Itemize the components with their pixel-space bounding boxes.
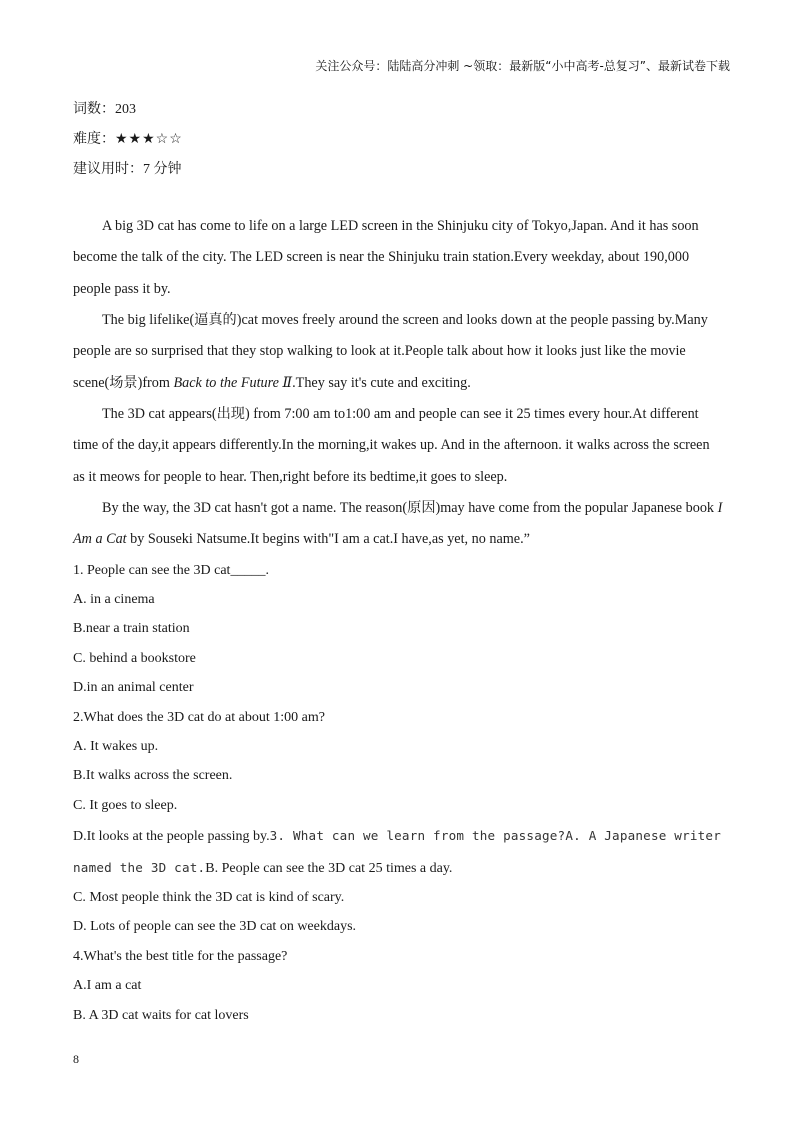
question-2-option-c: C. It goes to sleep. — [73, 798, 178, 813]
question-2: 2.What does the 3D cat do at about 1:00 am? — [73, 710, 325, 725]
question-4: 4.What's the best title for the passage? — [73, 949, 288, 964]
word-count: 词数：203 — [73, 102, 136, 117]
question-3-option-b: B. People can see the 3D cat 25 times a day. — [205, 861, 453, 876]
difficulty-stars-icon: ★★★☆☆ — [115, 132, 183, 147]
question-1-option-c: C. behind a bookstore — [73, 651, 196, 666]
passage-paragraph-3: The 3D cat appears(出现) from 7:00 am to1:00 am and people can see it 25 times every hour.At different time of the day,it appears differently.In the morning,it wakes up. And in the afternoon. it walks across the screen as it meows for people to hear. Then,right before its bedtime,it goes to sleep. — [73, 406, 710, 485]
passage-paragraph-2 — [73, 305, 723, 399]
page-number: 8 — [73, 1052, 79, 1066]
question-1-option-d: D.in an animal center — [73, 680, 194, 695]
question-2-option-d-and-question-3 — [73, 828, 721, 845]
difficulty — [73, 128, 183, 148]
passage-paragraph-1: A big 3D cat has come to life on a large LED screen in the Shinjuku city of Tokyo,Japan. And it has soon become the talk of the city. The LED screen is near the Shinjuku train station.Every weekday, about 190,000 people pass it by. — [73, 218, 699, 297]
question-3-option-a-tail: named the 3D cat. — [73, 860, 206, 875]
question-4-option-a: A.I am a cat — [73, 978, 142, 993]
difficulty-label: 难度： — [73, 132, 115, 147]
suggested-time: 建议用时：7 分钟 — [73, 162, 182, 177]
paragraph-2-text-a: The big lifelike(逼真的)cat moves freely around the screen and looks down at the people passing by.Many people are so surprised that they stop walking to look at it.People talk about how it looks just like the movie scene(场景)from — [73, 312, 708, 391]
question-1-option-a: A. in a cinema — [73, 592, 155, 607]
paragraph-2-text-b: .They say it's cute and exciting. — [292, 374, 471, 391]
question-3-option-c: C. Most people think the 3D cat is kind of scary. — [73, 890, 345, 905]
movie-title: Back to the Future Ⅱ — [173, 374, 293, 391]
question-1-option-b: B.near a train station — [73, 621, 190, 636]
paragraph-4-text-a: By the way, the 3D cat hasn't got a name. The reason(原因)may have come from the popular Japanese book — [102, 500, 718, 516]
passage-paragraph-4 — [73, 493, 723, 556]
question-3-option-a-and-b — [73, 860, 452, 877]
book-title: I Am a Cat — [73, 500, 723, 548]
paragraph-4-text-b: by Souseki Natsume.It begins with"I am a cat.I have,as yet, no name.” — [126, 531, 530, 548]
question-1: 1. People can see the 3D cat_____. — [73, 563, 269, 578]
question-2-option-b: B.It walks across the screen. — [73, 768, 233, 783]
page-header: 关注公众号：陆陆高分冲刺 ~领取：最新版“小中高考-总复习”、最新试卷下载 — [315, 59, 730, 73]
question-2-option-a: A. It wakes up. — [73, 739, 159, 754]
question-4-option-b: B. A 3D cat waits for cat lovers — [73, 1008, 249, 1023]
question-2-option-d: D.It looks at the people passing by. — [73, 829, 270, 844]
question-3-option-d: D. Lots of people can see the 3D cat on weekdays. — [73, 919, 357, 934]
question-3-with-option-a: 3. What can we learn from the passage?A. A Japanese writer — [269, 828, 721, 843]
